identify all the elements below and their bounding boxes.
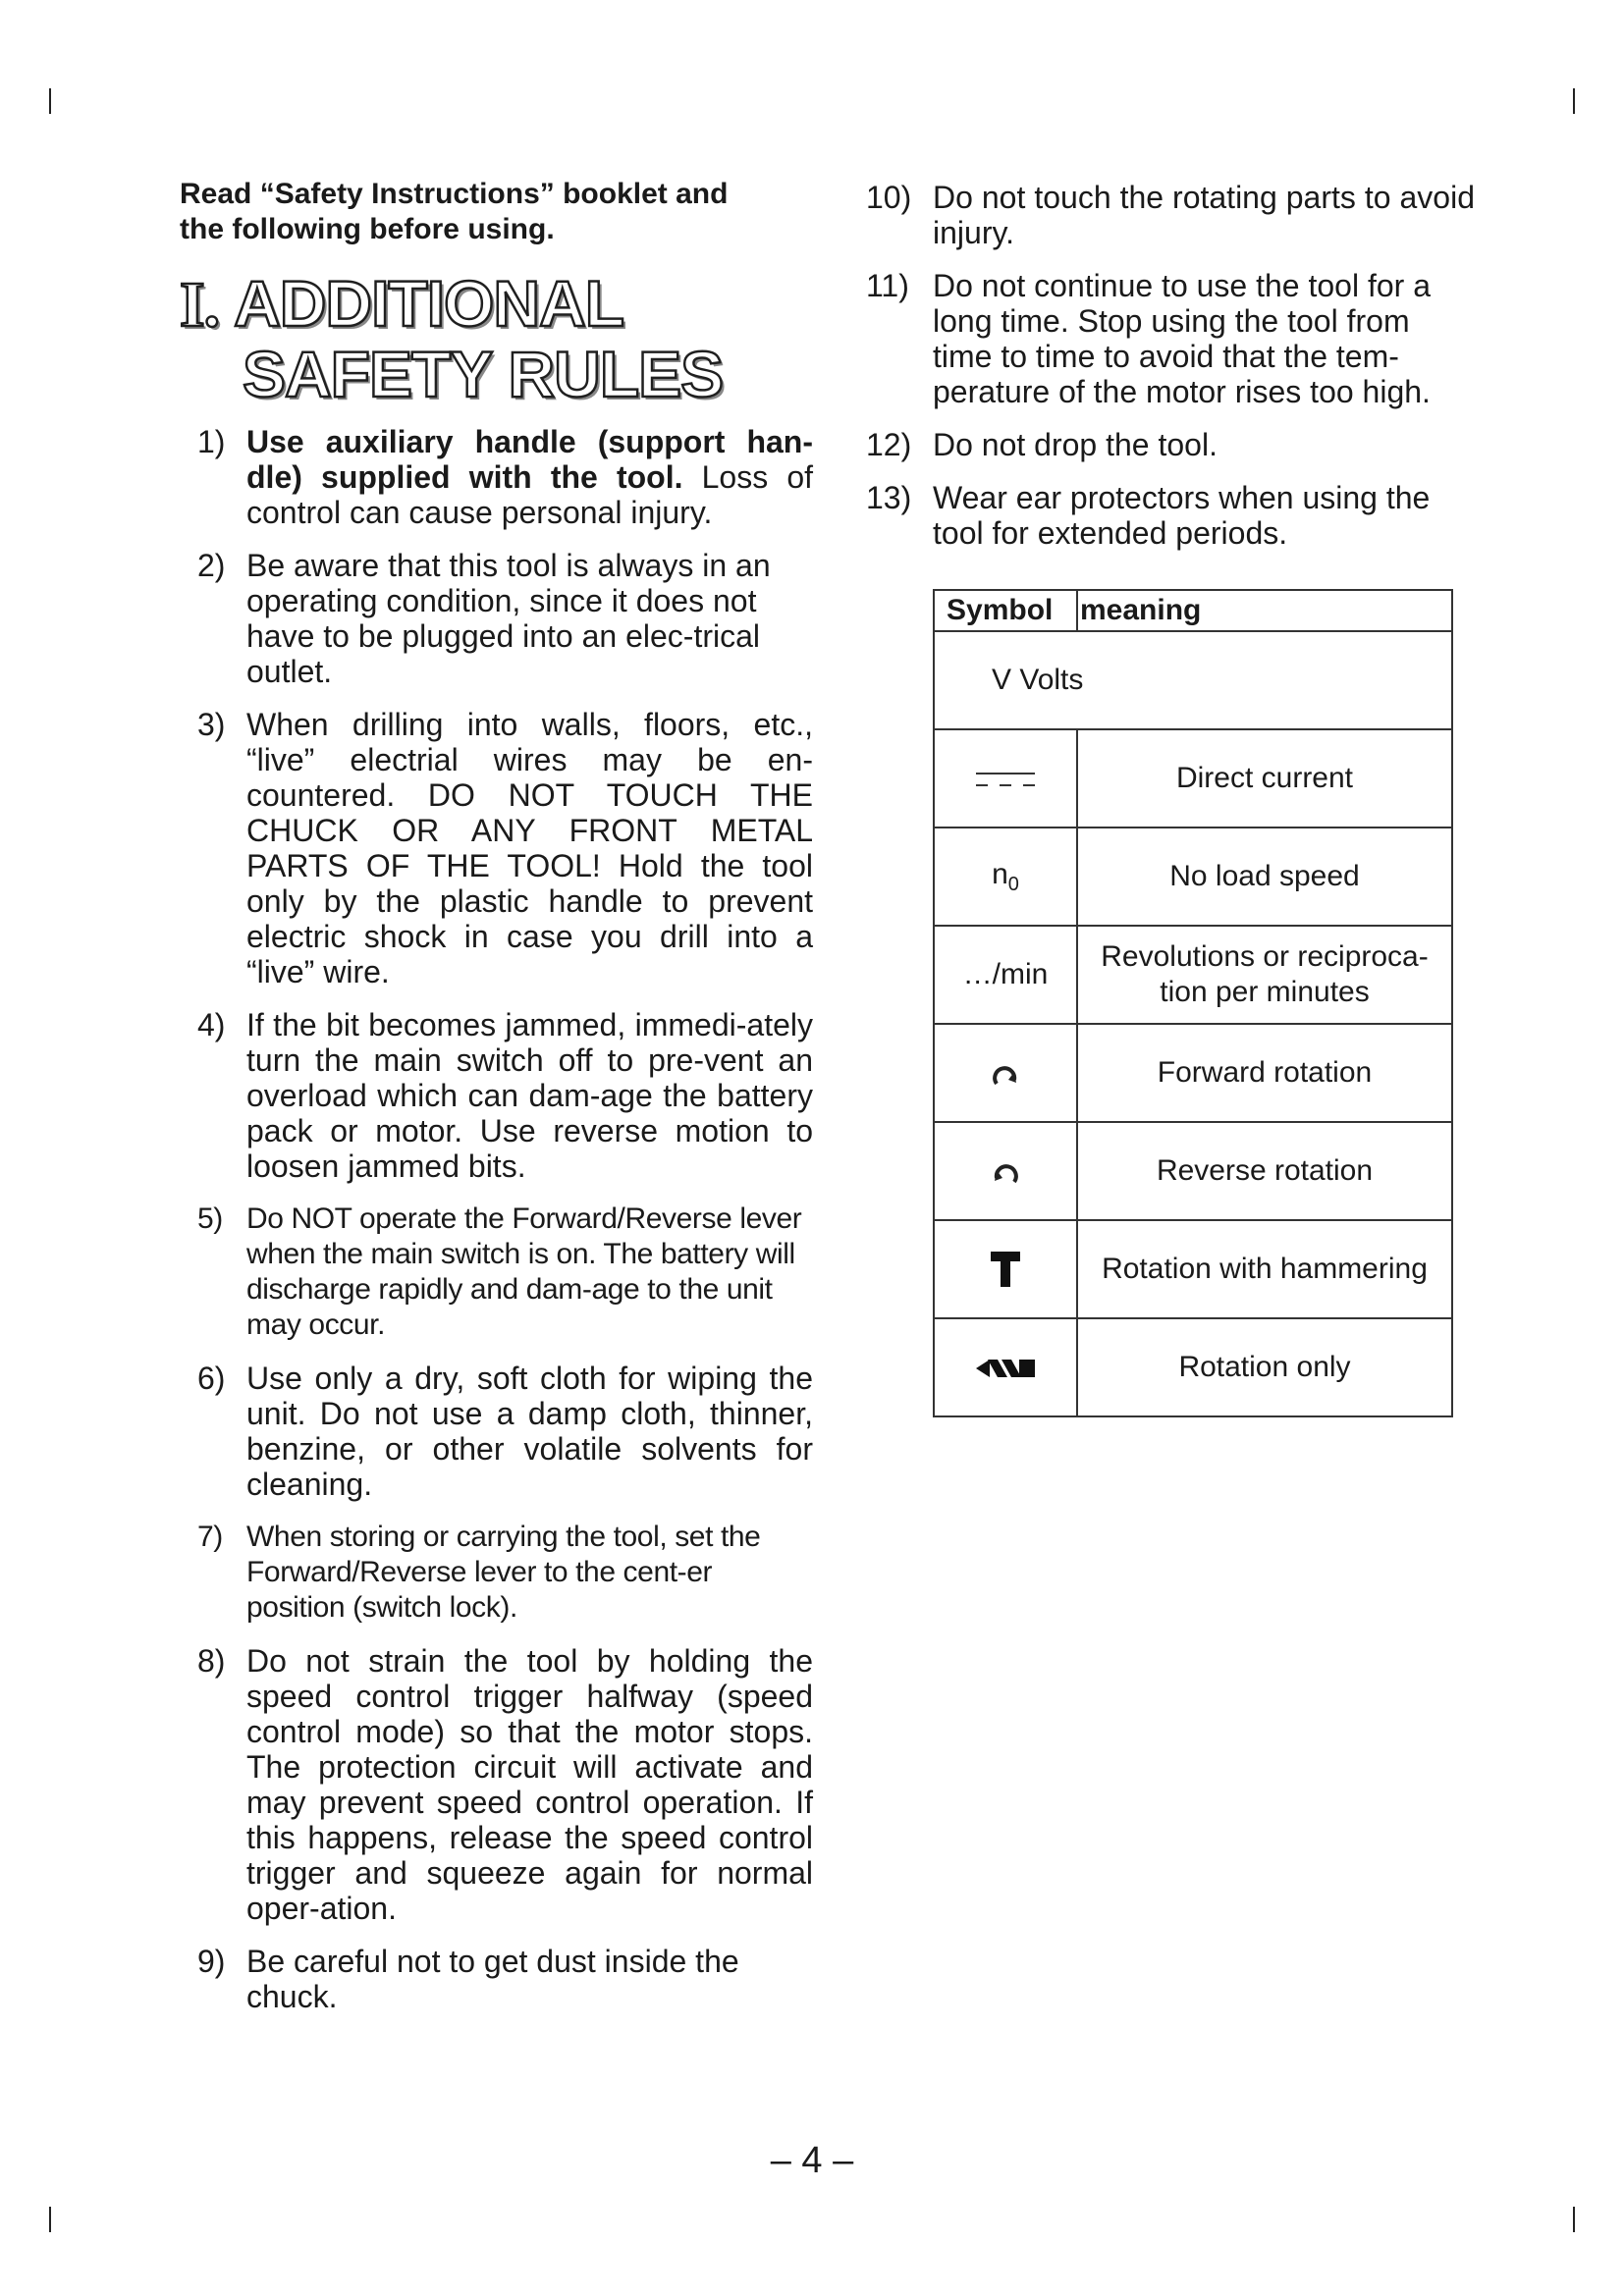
item-number: 2) bbox=[197, 548, 226, 583]
symbol-cell bbox=[934, 729, 1077, 828]
meaning-cell: No load speed bbox=[1077, 828, 1452, 926]
item-number: 3) bbox=[197, 707, 226, 742]
meaning-cell: Rotation only bbox=[1077, 1318, 1452, 1416]
drill-bit-icon bbox=[974, 1356, 1037, 1381]
list-item bbox=[180, 1361, 813, 1502]
crop-mark-bottom-left bbox=[49, 2207, 51, 2232]
list-item bbox=[866, 427, 1475, 462]
table-row bbox=[934, 1024, 1452, 1122]
crop-mark-top-right bbox=[1573, 88, 1575, 114]
table-row bbox=[934, 1220, 1452, 1318]
item-number: 12) bbox=[866, 427, 912, 462]
header-meaning: meaning bbox=[1077, 590, 1452, 631]
item-number: 6) bbox=[197, 1361, 226, 1396]
item-text: When drilling into walls, floors, etc., “live” electrial wires may be en-countered. DO NOT TOUCH THE CHUCK OR ANY FRONT METAL PARTS OF THE TOOL! Hold the tool only by the plastic handle to prevent electric shock in case you drill into a “live” wire. bbox=[246, 707, 813, 989]
list-item bbox=[180, 1201, 813, 1343]
item-text: Use only a dry, soft cloth for wiping the unit. Do not use a damp cloth, thinner, benzine, or other volatile solvents for cleaning. bbox=[246, 1361, 813, 1502]
crop-mark-top-left bbox=[49, 88, 51, 114]
meaning-cell: Direct current bbox=[1077, 729, 1452, 828]
table-row bbox=[934, 1318, 1452, 1416]
table-row bbox=[934, 828, 1452, 926]
list-item bbox=[180, 548, 813, 689]
heading-line-1: ADDITIONAL bbox=[234, 267, 624, 340]
list-item bbox=[180, 424, 813, 530]
item-text: When storing or carrying the tool, set the Forward/Reverse lever to the cent-er position (switch lock). bbox=[246, 1521, 761, 1624]
heading-line-2: SAFETY RULES bbox=[243, 338, 724, 410]
list-item bbox=[866, 480, 1475, 551]
no-load-subscript: 0 bbox=[1007, 873, 1019, 895]
item-text: Do NOT operate the Forward/Reverse lever when the main switch is on. The battery will discharge rapidly and dam-age to the unit may occur. bbox=[246, 1202, 802, 1341]
meaning-cell: Forward rotation bbox=[1077, 1024, 1452, 1122]
symbol-cell bbox=[934, 828, 1077, 926]
right-column bbox=[866, 180, 1475, 568]
list-item bbox=[180, 1944, 813, 2014]
item-number: 13) bbox=[866, 480, 912, 515]
list-item bbox=[866, 268, 1475, 409]
symbol-cell bbox=[934, 1220, 1077, 1318]
intro-line-2: the following before using. bbox=[180, 213, 555, 245]
item-text: Be careful not to get dust inside the chuck. bbox=[246, 1944, 739, 2014]
item-number: 4) bbox=[197, 1007, 226, 1042]
table-row bbox=[934, 926, 1452, 1024]
item-text: Do not continue to use the tool for a long time. Stop using the tool from time to time to avoid that the tem-perature of the motor rises too high. bbox=[933, 268, 1431, 409]
no-load-symbol: n bbox=[992, 857, 1008, 890]
item-text: If the bit becomes jammed, immedi-ately turn the main switch off to pre-vent an overload which can dam-age the battery pack or motor. Use reverse motion to loosen jammed bits. bbox=[246, 1007, 813, 1184]
item-text: Loss of control can cause personal injury. bbox=[246, 459, 813, 530]
direct-current-icon bbox=[974, 768, 1037, 791]
list-item bbox=[180, 1007, 813, 1184]
reverse-rotation-icon bbox=[990, 1156, 1021, 1188]
list-item bbox=[180, 1520, 813, 1626]
item-text: Wear ear protectors when using the tool for extended periods. bbox=[933, 480, 1431, 551]
left-column bbox=[180, 177, 813, 2032]
hammer-icon bbox=[989, 1250, 1022, 1289]
item-text: Do not drop the tool. bbox=[933, 427, 1218, 462]
item-text: Do not touch the rotating parts to avoid injury. bbox=[933, 180, 1475, 250]
volts-cell bbox=[934, 631, 1452, 729]
meaning-cell: Rotation with hammering bbox=[1077, 1220, 1452, 1318]
symbol-cell bbox=[934, 1318, 1077, 1416]
meaning-cell: Reverse rotation bbox=[1077, 1122, 1452, 1220]
list-item bbox=[866, 180, 1475, 250]
item-number: 9) bbox=[197, 1944, 226, 1979]
item-number: 1) bbox=[197, 424, 226, 459]
section-heading bbox=[180, 269, 813, 408]
meaning-cell: Revolutions or reciproca-tion per minutes bbox=[1077, 926, 1452, 1024]
safety-rules-list-left bbox=[180, 424, 813, 2014]
item-number: 7) bbox=[197, 1521, 223, 1553]
symbol-cell bbox=[934, 1024, 1077, 1122]
item-number: 11) bbox=[866, 268, 909, 303]
symbol-cell bbox=[934, 1122, 1077, 1220]
crop-mark-bottom-right bbox=[1573, 2207, 1575, 2232]
table-row bbox=[934, 631, 1452, 729]
safety-rules-list-right bbox=[866, 180, 1475, 551]
volts-symbol: V Volts bbox=[992, 664, 1084, 696]
header-symbol: Symbol bbox=[934, 590, 1077, 631]
symbol-table bbox=[933, 589, 1453, 1417]
table-row bbox=[934, 729, 1452, 828]
list-item bbox=[180, 707, 813, 989]
forward-rotation-icon bbox=[990, 1058, 1021, 1090]
table-header-row bbox=[934, 590, 1452, 631]
item-number: 5) bbox=[197, 1202, 223, 1235]
item-lead: Use auxiliary handle (support han-dle) supplied with the tool. bbox=[246, 424, 813, 495]
intro-line-1: Read “Safety Instructions” booklet and bbox=[180, 178, 729, 210]
item-text: Be aware that this tool is always in an operating condition, since it does not have to be plugged into an elec-trical outlet. bbox=[246, 548, 771, 689]
item-number: 8) bbox=[197, 1643, 226, 1679]
symbol-cell: …/min bbox=[934, 926, 1077, 1024]
item-number: 10) bbox=[866, 180, 912, 215]
list-item bbox=[180, 1643, 813, 1926]
table-row bbox=[934, 1122, 1452, 1220]
intro-text bbox=[180, 177, 813, 247]
item-text: Do not strain the tool by holding the speed control trigger halfway (speed control mode) so that the motor stops. The protection circuit will activate and may prevent speed control operation. If this happens, release the speed control trigger and squeeze again for normal oper-ation. bbox=[246, 1643, 813, 1926]
section-number: I. bbox=[180, 269, 220, 341]
page-number: – 4 – bbox=[770, 2140, 854, 2181]
